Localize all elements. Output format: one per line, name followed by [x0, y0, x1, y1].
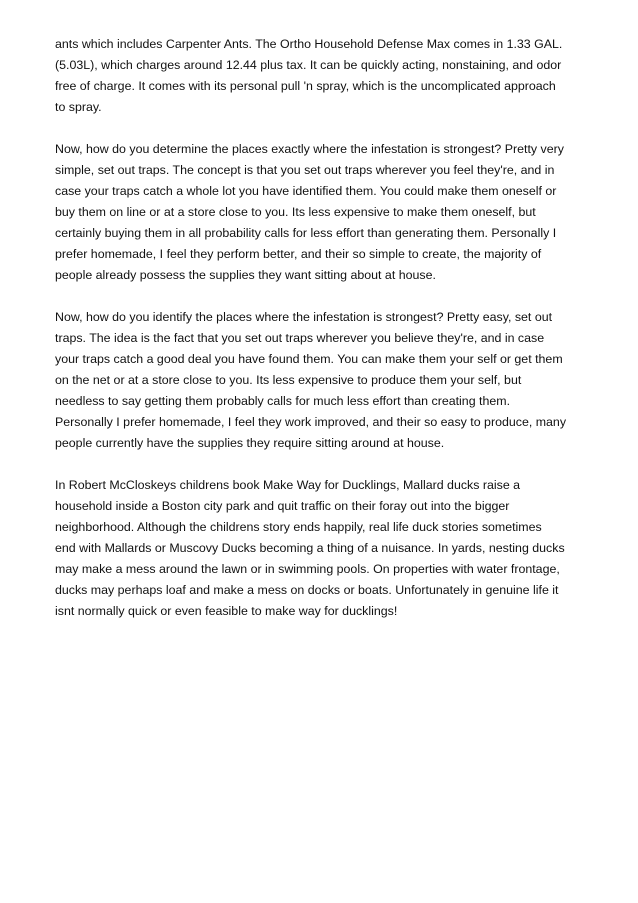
- text-line: people currently have the supplies they require sitting around at house.: [55, 436, 445, 450]
- text-line: Personally I prefer homemade, I feel they work improved, and their so easy to produce, many: [55, 415, 567, 429]
- paragraph-4: [55, 475, 595, 622]
- text-line: Now, how do you determine the places exactly where the infestation is strongest? Pretty very: [55, 142, 564, 156]
- text-line: simple, set out traps. The concept is that you set out traps wherever you feel they're, and in: [55, 163, 555, 177]
- text-line: free of charge. It comes with its personal pull 'n spray, which is the uncomplicated approach: [55, 79, 556, 93]
- text-line: (5.03L), which charges around 12.44 plus tax. It can be quickly acting, nonstaining, and odor: [55, 58, 562, 72]
- text-line: buy them on line or at a store close to you. Its less expensive to make them oneself, but: [55, 205, 536, 219]
- text-line: isnt normally quick or even feasible to make way for ducklings!: [55, 604, 398, 618]
- text-line: end with Mallards or Muscovy Ducks becoming a thing of a nuisance. In yards, nesting ducks: [55, 541, 565, 555]
- text-line: household inside a Boston city park and quit traffic on their foray out into the bigger: [55, 499, 510, 513]
- text-line: prefer homemade, I feel they perform better, and their so simple to create, the majority of: [55, 247, 542, 261]
- text-line: people already possess the supplies they want sitting about at house.: [55, 268, 436, 282]
- text-line: certainly buying them in all probability calls for less effort than generating them. Personally I: [55, 226, 557, 240]
- text-line: may make a mess around the lawn or in swimming pools. On properties with water frontage,: [55, 562, 560, 576]
- text-line: to spray.: [55, 100, 102, 114]
- text-line: Now, how do you identify the places where the infestation is strongest? Pretty easy, set out: [55, 310, 553, 324]
- text-line: traps. The idea is the fact that you set out traps wherever you believe they're, and in case: [55, 331, 545, 345]
- text-line: needless to say getting them probably calls for much less effort than creating them.: [55, 394, 511, 408]
- text-line: ants which includes Carpenter Ants. The Ortho Household Defense Max comes in 1.33 GAL.: [55, 37, 563, 51]
- document-page: [55, 34, 595, 643]
- text-line: your traps catch a good deal you have found them. You can make them your self or get them: [55, 352, 563, 366]
- text-line: neighborhood. Although the childrens story ends happily, real life duck stories sometimes: [55, 520, 542, 534]
- text-line: on the net or at a store close to you. Its less expensive to produce them your self, but: [55, 373, 522, 387]
- text-line: case your traps catch a whole lot you have identified them. You could make them oneself or: [55, 184, 557, 198]
- paragraph-3: [55, 307, 595, 454]
- text-line: ducks may perhaps loaf and make a mess on docks or boats. Unfortunately in genuine life it: [55, 583, 559, 597]
- text-line: In Robert McCloskeys childrens book Make Way for Ducklings, Mallard ducks raise a: [55, 478, 521, 492]
- paragraph-1: [55, 34, 595, 118]
- paragraph-2: [55, 139, 595, 286]
